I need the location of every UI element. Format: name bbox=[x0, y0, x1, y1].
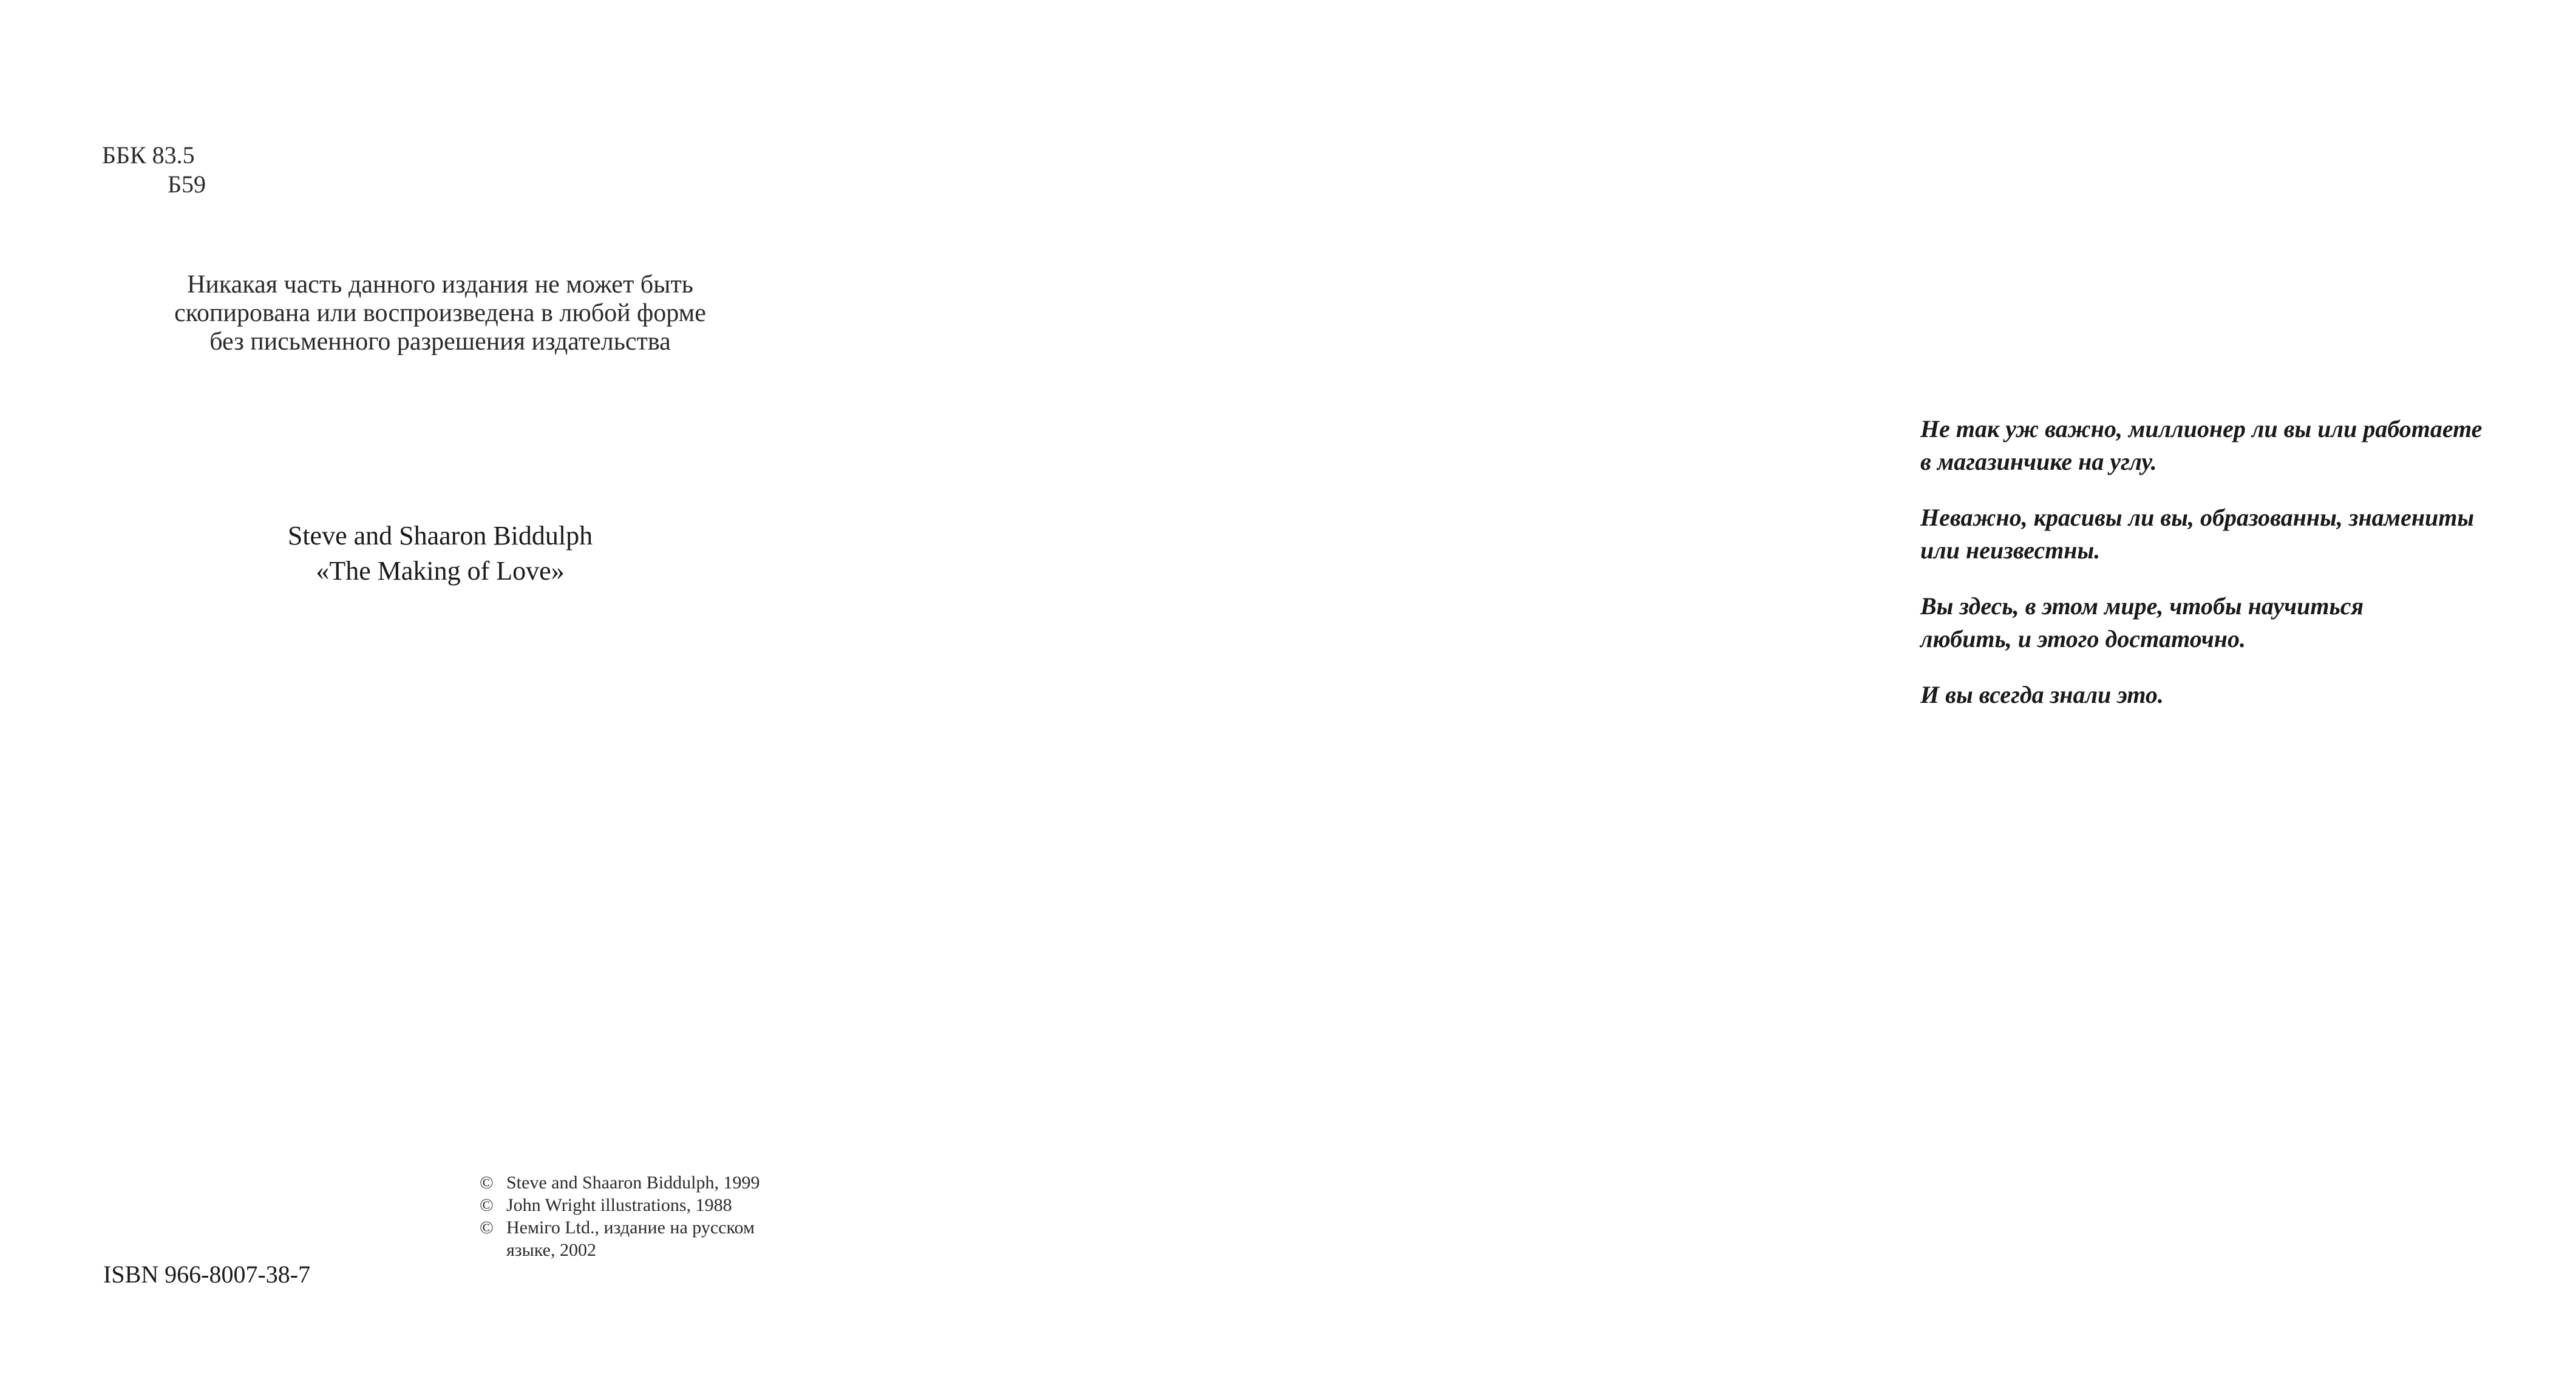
epigraph-paragraph bbox=[1920, 590, 2576, 656]
epigraph-paragraph bbox=[1920, 413, 2576, 478]
copyright-entry bbox=[480, 1194, 783, 1216]
epigraph-paragraph bbox=[1920, 679, 2576, 711]
left-page bbox=[0, 0, 888, 1379]
epigraph-line: Вы здесь, в этом мире, чтобы научиться bbox=[1920, 592, 2364, 620]
epigraph-line: Не так уж важно, миллионер ли вы или работаете bbox=[1920, 415, 2483, 442]
epigraph-line: или неизвестны. bbox=[1920, 537, 2101, 564]
epigraph-line: любить, и этого достаточно. bbox=[1920, 625, 2246, 652]
author-mark: Б59 bbox=[168, 171, 206, 198]
bbk-code: ББК 83.5 bbox=[102, 141, 195, 169]
notice-line: скопирована или воспроизведена в любой форме bbox=[174, 299, 706, 327]
epigraph-line: в магазинчике на углу. bbox=[1920, 448, 2157, 475]
epigraph bbox=[1920, 413, 2576, 734]
copyright-text: Steve and Shaaron Biddulph, 1999 bbox=[506, 1173, 760, 1193]
copyright-notice bbox=[91, 271, 789, 356]
original-title-block bbox=[121, 518, 759, 589]
copyright-list bbox=[480, 1171, 783, 1261]
isbn: ISBN 966-8007-38-7 bbox=[103, 1261, 311, 1288]
notice-line: Никакая часть данного издания не может быть bbox=[187, 271, 693, 299]
original-book-title: «The Making of Love» bbox=[316, 556, 565, 586]
original-authors: Steve and Shaaron Biddulph bbox=[287, 521, 593, 551]
bbk-classification bbox=[102, 141, 206, 199]
epigraph-line: И вы всегда знали это. bbox=[1920, 681, 2164, 708]
copyright-entry bbox=[480, 1216, 783, 1261]
copyright-symbol: © bbox=[480, 1218, 494, 1238]
epigraph-line: Неважно, красивы ли вы, образованны, знамениты bbox=[1920, 504, 2475, 531]
right-page bbox=[888, 0, 2483, 1379]
copyright-symbol: © bbox=[480, 1195, 494, 1215]
copyright-symbol: © bbox=[480, 1173, 494, 1193]
copyright-text: John Wright illustrations, 1988 bbox=[506, 1195, 732, 1215]
notice-line: без письменного разрешения издательства bbox=[209, 328, 671, 356]
copyright-entry bbox=[480, 1171, 783, 1194]
epigraph-paragraph bbox=[1920, 501, 2576, 567]
copyright-text: Неміго Ltd., издание на русском языке, 2002 bbox=[506, 1218, 755, 1260]
